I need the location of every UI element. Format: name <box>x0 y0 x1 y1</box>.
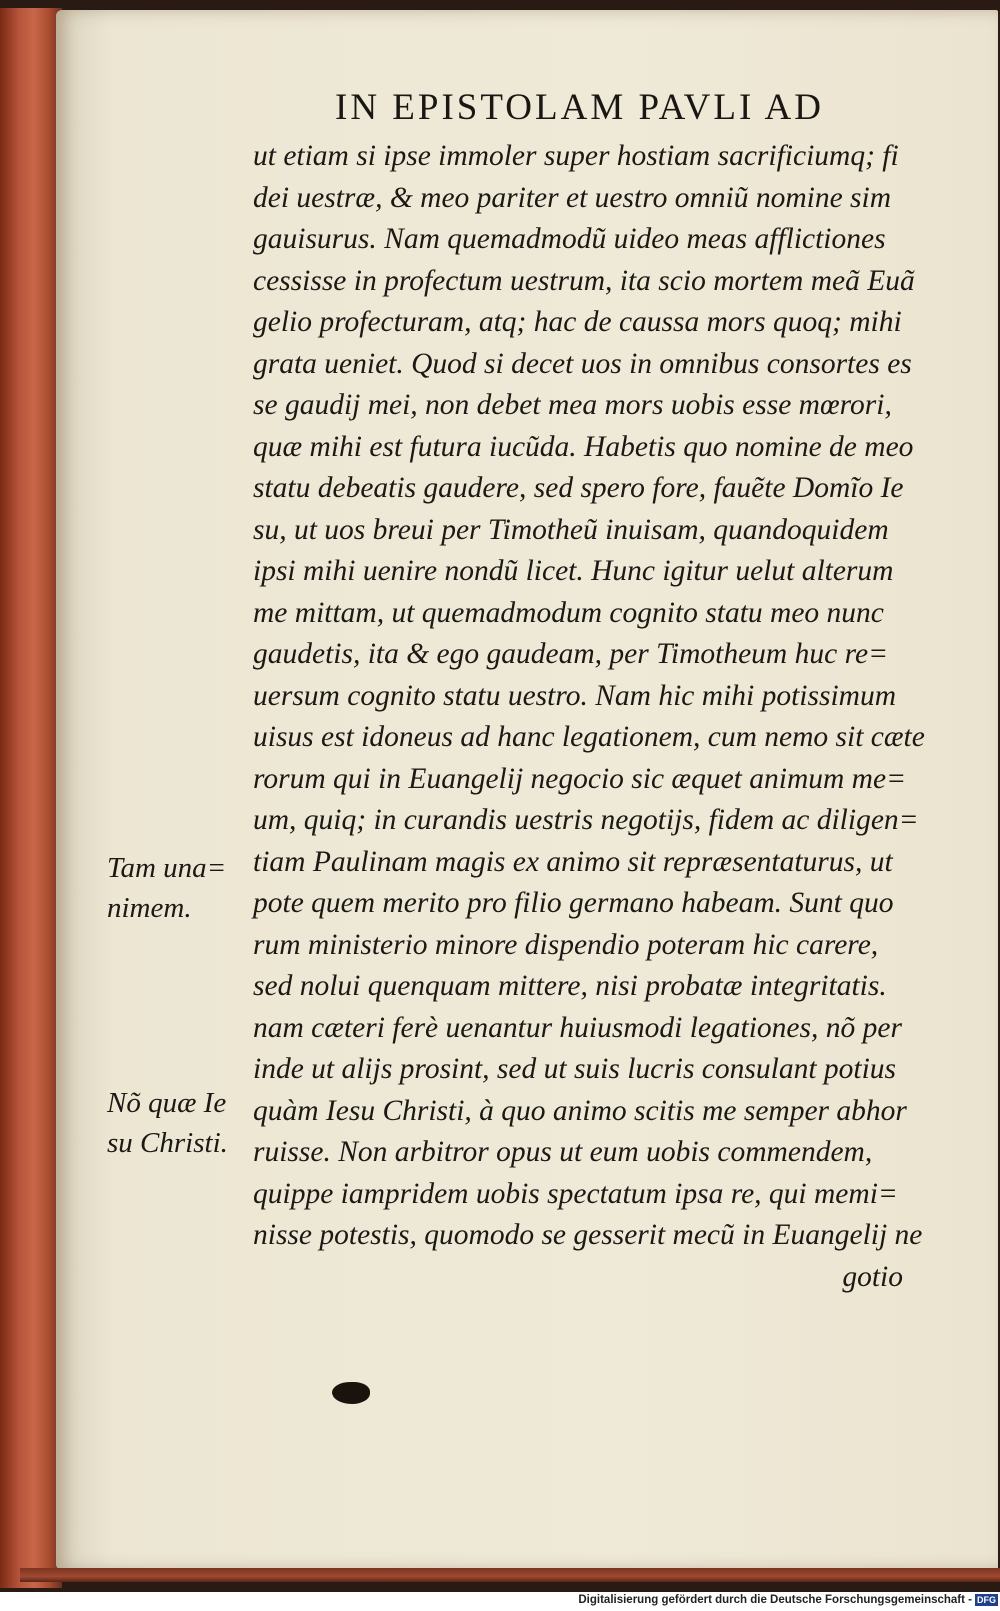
margin-note-line: Tam una= <box>107 852 227 884</box>
text-line: ruisse. Non arbitror opus ut eum uobis commendem, <box>253 1136 873 1168</box>
credit-text: Digitalisierung gefördert durch die Deutsche Forschungsgemeinschaft - <box>578 1594 972 1607</box>
text-line: su, ut uos breui per Timotheũ inuisam, quandoquidem <box>253 513 889 546</box>
text-line: rum ministerio minore dispendio poteram hic carere, <box>253 928 879 961</box>
margin-note <box>107 1083 228 1163</box>
text-line: cessisse in profectum uestrum, ita scio mortem meã Euã <box>253 264 915 297</box>
text-line: gauisurus. Nam quemadmodũ uideo meas afflictiones <box>253 223 886 255</box>
text-line: pote quem merito pro filio germano habeam. Sunt quo <box>253 887 894 919</box>
text-line: gelio profecturam, atq; hac de caussa mors quoq; mihi <box>253 306 902 338</box>
catchword: gotio <box>842 1260 903 1293</box>
text-line: statu debeatis gaudere, sed spero fore, fauẽte Domĩo Ie <box>253 472 904 504</box>
text-line: rorum qui in Euangelij negocio sic æquet animum me= <box>253 762 906 795</box>
text-line: ut etiam si ipse immoler super hostiam sacrificiumq; fi <box>253 140 899 172</box>
body-text <box>253 136 943 1298</box>
running-head: IN EPISTOLAM PAVLI AD <box>335 87 824 128</box>
text-line: nisse potestis, quomodo se gesserit mecũ in Euangelij ne <box>253 1219 923 1251</box>
text-line: quàm Iesu Christi, à quo animo scitis me semper abhor <box>253 1094 907 1127</box>
text-line: sed nolui quenquam mittere, nisi probatæ integritatis. <box>253 970 887 1002</box>
ink-blot <box>332 1382 370 1404</box>
book-edge <box>0 8 62 1588</box>
text-line: quæ mihi est futura iucũda. Habetis quo nomine de meo <box>253 430 914 463</box>
margin-note-line: su Christi. <box>107 1127 228 1159</box>
margin-note-line: Nõ quæ Ie <box>107 1087 227 1119</box>
text-line: inde ut alijs prosint, sed ut suis lucris consulant potius <box>253 1053 897 1085</box>
text-line: quippe iampridem uobis spectatum ipsa re, qui memi= <box>253 1177 898 1210</box>
text-line: se gaudij mei, non debet mea mors uobis esse mœrori, <box>253 389 892 421</box>
page-bottom-edge <box>20 1568 1000 1582</box>
text-line: dei uestræ, & meo pariter et uestro omniũ nomine sim <box>253 181 892 214</box>
margin-note-line: nimem. <box>107 892 192 924</box>
text-line: uersum cognito statu uestro. Nam hic mihi potissimum <box>253 679 896 712</box>
text-line: me mittam, ut quemadmodum cognito statu meo nunc <box>253 596 884 629</box>
dfg-logo: DFG <box>977 1595 996 1605</box>
text-line: uisus est idoneus ad hanc legationem, cum nemo sit cæte <box>253 721 925 753</box>
margin-note <box>107 848 226 928</box>
text-line: tiam Paulinam magis ex animo sit repræsentaturus, ut <box>253 845 893 878</box>
text-line: gaudetis, ita & ego gaudeam, per Timotheum huc re= <box>253 638 888 670</box>
text-line: um, quiq; in curandis uestris negotijs, fidem ac diligen= <box>253 804 919 836</box>
text-line: nam cæteri ferè uenantur huiusmodi legationes, nõ per <box>253 1011 902 1044</box>
text-line: grata ueniet. Quod si decet uos in omnibus consortes es <box>253 347 912 380</box>
text-line: ipsi mihi uenire nondũ licet. Hunc igitur uelut alterum <box>253 555 894 587</box>
digitization-credit <box>578 1594 998 1606</box>
